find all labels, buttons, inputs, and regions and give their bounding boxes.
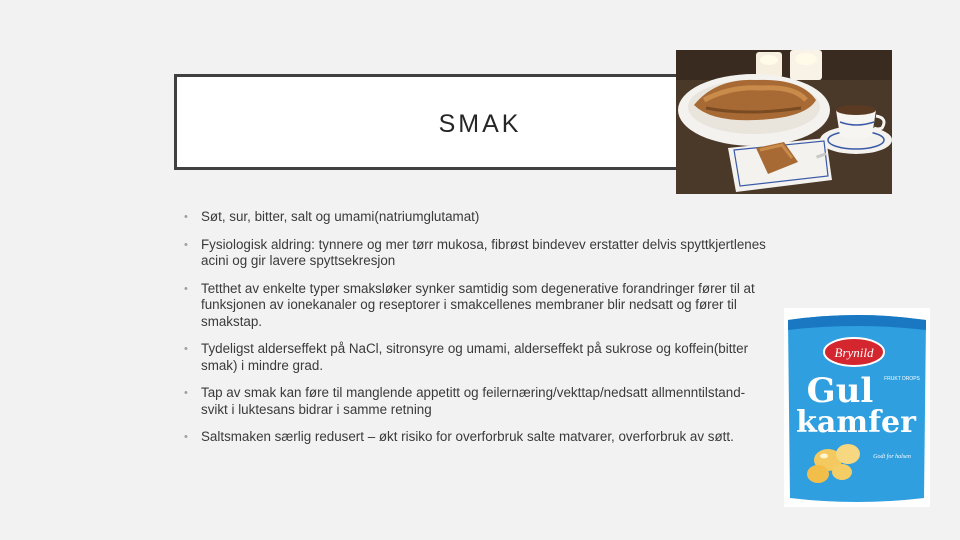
bullet-item <box>183 209 773 226</box>
bullet-item <box>183 429 773 446</box>
candy-tagline: Godt for halsen <box>873 454 911 460</box>
bullet-marker: • <box>184 343 188 355</box>
cake-coffee-illustration <box>676 50 892 194</box>
bullet-text: Saltsmaken særlig redusert – økt risiko for overforbruk salte matvarer, overforbruk av søtt. <box>201 429 734 444</box>
candy-brand-label: Brynild <box>834 345 874 360</box>
bullet-marker: • <box>184 387 188 399</box>
bullet-text: Tetthet av enkelte typer smaksløker synker samtidig som degenerative forandringer fører til at funksjonen av ionekanaler og reseptorer i smakcellenes membraner blir nedsatt og fører til smakstap. <box>201 280 755 329</box>
candy-name-line1: Gul <box>806 371 874 411</box>
candy-name-line2: kamfer <box>796 405 916 440</box>
bullet-marker: • <box>184 211 188 223</box>
gul-kamfer-candy-bag <box>784 308 930 507</box>
bullet-item <box>183 281 773 331</box>
candy-small-label: FRUKT DROPS <box>884 376 920 382</box>
cake-coffee-photo <box>676 50 892 194</box>
bullet-text: Fysiologisk aldring: tynnere og mer tørr mukosa, fibrøst bindevev erstatter delvis spyttkjertlenes acini og gir lavere spyttsekresjon <box>201 236 766 268</box>
slide-title: SMAK <box>438 110 522 138</box>
bullet-marker: • <box>184 282 188 295</box>
bullet-text: Søt, sur, bitter, salt og umami(natriumglutamat) <box>201 209 480 224</box>
bullet-list <box>183 209 773 457</box>
bullet-item <box>183 385 773 418</box>
bullet-text: Tydeligst alderseffekt på NaCl, sitronsyre og umami, alderseffekt på sukrose og koffein(bitter smak) i mindre grad. <box>201 341 749 373</box>
bullet-text: Tap av smak kan føre til manglende appetitt og feilernæring/vekttap/nedsatt allmenntilstand- svikt i luktesans bidrar i samme retning <box>201 385 746 417</box>
bullet-item <box>183 237 773 270</box>
bullet-marker: • <box>184 431 188 443</box>
bullet-item <box>183 341 773 374</box>
candy-bag-illustration <box>784 308 930 507</box>
bullet-marker: • <box>184 238 188 251</box>
